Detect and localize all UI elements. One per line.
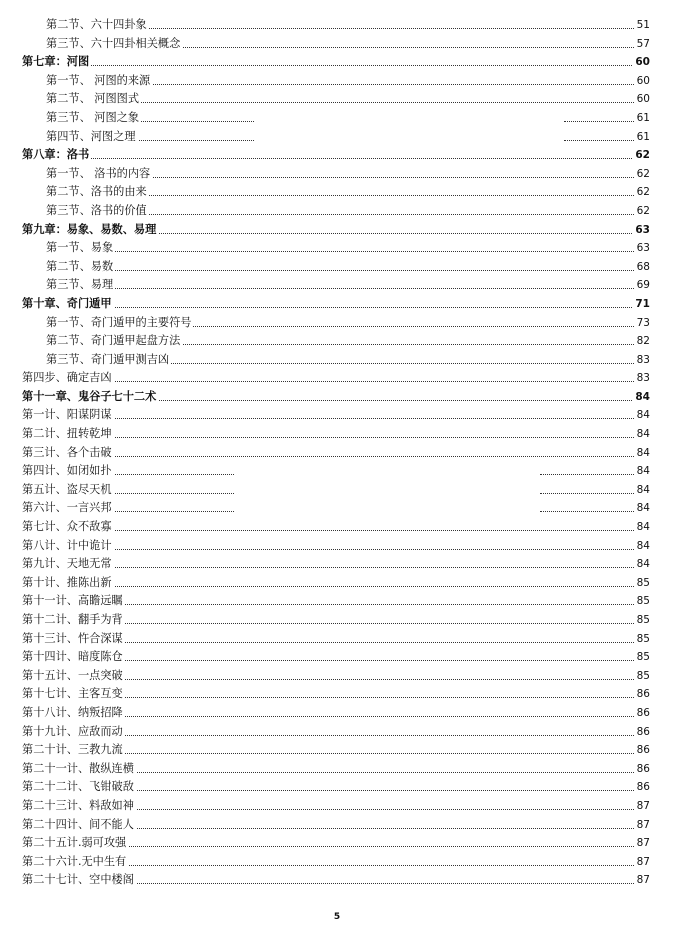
toc-entry-page: 63 xyxy=(633,221,650,240)
toc-entry-page: 84 xyxy=(635,537,650,556)
toc-entry[interactable] xyxy=(0,667,674,686)
toc-entry-title: 第十章、奇门遁甲 xyxy=(22,295,114,314)
toc-leader-dots xyxy=(22,567,636,568)
toc-entry[interactable] xyxy=(0,369,674,388)
toc-entry-title: 第二节、 河图图式 xyxy=(46,90,141,109)
toc-entry[interactable] xyxy=(0,128,674,147)
toc-entry-page: 84 xyxy=(635,462,650,481)
toc-entry[interactable] xyxy=(0,574,674,593)
toc-entry-title: 第三节、奇门遁甲测吉凶 xyxy=(46,351,171,370)
toc-leader-dots xyxy=(22,530,636,531)
toc-entry-page: 62 xyxy=(633,146,650,165)
toc-chapter-entry[interactable] xyxy=(0,221,674,240)
toc-entry[interactable] xyxy=(0,611,674,630)
toc-entry[interactable] xyxy=(0,499,674,518)
toc-leader-dots xyxy=(22,158,636,159)
toc-entry-title: 第八章：洛书 xyxy=(22,146,91,165)
toc-entry-page: 87 xyxy=(635,871,650,890)
toc-entry-title: 第二十五计.弱可攻强 xyxy=(22,834,128,853)
toc-entry-title: 第十四计、暗度陈仓 xyxy=(22,648,125,667)
toc-entry[interactable] xyxy=(0,704,674,723)
toc-entry-page: 85 xyxy=(635,630,650,649)
toc-entry[interactable] xyxy=(0,685,674,704)
toc-entry[interactable] xyxy=(0,444,674,463)
toc-entry-title: 第五计、盗尽天机 xyxy=(22,481,114,500)
toc-entry-title: 第十一计、高瞻远瞩 xyxy=(22,592,125,611)
toc-leader-dots xyxy=(22,586,636,587)
toc-entry-page: 85 xyxy=(635,667,650,686)
toc-leader-dots xyxy=(22,381,636,382)
toc-entry[interactable] xyxy=(0,797,674,816)
toc-entry[interactable] xyxy=(0,314,674,333)
toc-leader-dots xyxy=(540,474,636,475)
toc-entry[interactable] xyxy=(0,90,674,109)
toc-entry[interactable] xyxy=(0,741,674,760)
toc-entry-page: 84 xyxy=(635,406,650,425)
toc-entry-page: 86 xyxy=(635,778,650,797)
toc-entry-page: 57 xyxy=(635,35,650,54)
toc-entry[interactable] xyxy=(0,481,674,500)
toc-leader-dots xyxy=(540,493,636,494)
toc-entry-title: 第十计、推陈出新 xyxy=(22,574,114,593)
toc-entry-page: 86 xyxy=(635,685,650,704)
toc-entry-page: 62 xyxy=(635,183,650,202)
toc-entry-title: 第十二计、翻手为背 xyxy=(22,611,125,630)
toc-entry-page: 85 xyxy=(635,592,650,611)
toc-entry-page: 82 xyxy=(635,332,650,351)
toc-entry[interactable] xyxy=(0,351,674,370)
toc-entry-title: 第三计、各个击破 xyxy=(22,444,114,463)
toc-entry-page: 73 xyxy=(635,314,650,333)
toc-entry-title: 第二节、易数 xyxy=(46,258,115,277)
toc-entry[interactable] xyxy=(0,518,674,537)
toc-entry-title: 第四步、确定吉凶 xyxy=(22,369,114,388)
toc-leader-dots xyxy=(540,511,636,512)
toc-entry-title: 第二十计、三教九流 xyxy=(22,741,125,760)
toc-entry[interactable] xyxy=(0,778,674,797)
toc-entry-page: 85 xyxy=(635,611,650,630)
toc-entry-title: 第一节、 河图的来源 xyxy=(46,72,152,91)
toc-entry-title: 第六计、一言兴邦 xyxy=(22,499,114,518)
toc-leader-dots xyxy=(46,288,636,289)
toc-entry-page: 84 xyxy=(635,518,650,537)
toc-entry-title: 第二十七计、空中楼阁 xyxy=(22,871,136,890)
toc-entry-page: 51 xyxy=(635,16,650,35)
toc-entry-page: 68 xyxy=(635,258,650,277)
toc-entry-title: 第三节、 河图之象 xyxy=(46,109,141,128)
toc-entry[interactable] xyxy=(0,165,674,184)
toc-entry-page: 84 xyxy=(635,425,650,444)
toc-entry-page: 86 xyxy=(635,760,650,779)
toc-entry-page: 84 xyxy=(633,388,650,407)
toc-entry-page: 63 xyxy=(635,239,650,258)
toc-entry[interactable] xyxy=(0,871,674,890)
toc-entry[interactable] xyxy=(0,16,674,35)
toc-entry-title: 第二十三计、料敌如神 xyxy=(22,797,136,816)
toc-entry-page: 87 xyxy=(635,797,650,816)
toc-entry-title: 第九章：易象、易数、易理 xyxy=(22,221,158,240)
toc-entry-page: 84 xyxy=(635,444,650,463)
toc-leader-dots xyxy=(564,121,636,122)
toc-entry-title: 第十五计、一点突破 xyxy=(22,667,125,686)
toc-entry-title: 第七计、众不敌寡 xyxy=(22,518,114,537)
toc-entry[interactable] xyxy=(0,425,674,444)
toc-entry-title: 第二十一计、散纵连横 xyxy=(22,760,136,779)
toc-entry-page: 87 xyxy=(635,834,650,853)
toc-leader-dots xyxy=(22,65,636,66)
toc-entry-title: 第一计、阳谋阴谋 xyxy=(22,406,114,425)
toc-leader-dots xyxy=(22,549,636,550)
toc-entry-page: 85 xyxy=(635,648,650,667)
toc-chapter-entry[interactable] xyxy=(0,53,674,72)
toc-entry-title: 第二节、六十四卦象 xyxy=(46,16,149,35)
toc-entry-page: 62 xyxy=(635,202,650,221)
toc-leader-dots xyxy=(22,307,636,308)
toc-entry-title: 第二十六计.无中生有 xyxy=(22,853,128,872)
toc-entry-page: 60 xyxy=(635,72,650,91)
toc-entry-title: 第九计、天地无常 xyxy=(22,555,114,574)
toc-entry[interactable] xyxy=(0,239,674,258)
toc-entry[interactable] xyxy=(0,648,674,667)
toc-entry-title: 第一节、易象 xyxy=(46,239,115,258)
toc-entry-page: 84 xyxy=(635,555,650,574)
toc-entry-title: 第二十二计、飞钳破敌 xyxy=(22,778,136,797)
toc-leader-dots xyxy=(22,456,636,457)
toc-entry-title: 第十九计、应敌而动 xyxy=(22,723,125,742)
toc-entry-title: 第三节、六十四卦相关概念 xyxy=(46,35,182,54)
toc-entry-page: 86 xyxy=(635,741,650,760)
toc-entry[interactable] xyxy=(0,276,674,295)
toc-entry[interactable] xyxy=(0,183,674,202)
toc-entry[interactable] xyxy=(0,760,674,779)
toc-entry-page: 71 xyxy=(633,295,650,314)
toc-entry-page: 84 xyxy=(635,499,650,518)
toc-entry-page: 60 xyxy=(635,90,650,109)
toc-entry[interactable] xyxy=(0,853,674,872)
toc-entry[interactable] xyxy=(0,555,674,574)
toc-entry-title: 第三节、洛书的价值 xyxy=(46,202,149,221)
toc-leader-dots xyxy=(46,270,636,271)
toc-chapter-entry[interactable] xyxy=(0,295,674,314)
toc-entry-title: 第四计、如闭如扑 xyxy=(22,462,114,481)
toc-entry[interactable] xyxy=(0,462,674,481)
toc-entry[interactable] xyxy=(0,592,674,611)
toc-entry-title: 第二计、扭转乾坤 xyxy=(22,425,114,444)
toc-entry[interactable] xyxy=(0,816,674,835)
toc-entry-page: 87 xyxy=(635,853,650,872)
toc-entry-page: 85 xyxy=(635,574,650,593)
toc-entry[interactable] xyxy=(0,723,674,742)
toc-entry-title: 第二节、洛书的由来 xyxy=(46,183,149,202)
toc-entry[interactable] xyxy=(0,537,674,556)
toc-entry-title: 第七章：河图 xyxy=(22,53,91,72)
toc-entry-page: 83 xyxy=(635,369,650,388)
toc-entry-page: 60 xyxy=(633,53,650,72)
toc-entry-title: 第一节、 洛书的内容 xyxy=(46,165,152,184)
toc-entry-title: 第三节、易理 xyxy=(46,276,115,295)
toc-entry-title: 第一节、奇门遁甲的主要符号 xyxy=(46,314,193,333)
toc-chapter-entry[interactable] xyxy=(0,388,674,407)
toc-chapter-entry[interactable] xyxy=(0,146,674,165)
toc-entry-page: 61 xyxy=(635,109,650,128)
toc-entry-page: 86 xyxy=(635,704,650,723)
toc-entry-page: 61 xyxy=(635,128,650,147)
toc-entry[interactable] xyxy=(0,35,674,54)
toc-entry-page: 83 xyxy=(635,351,650,370)
toc-entry[interactable] xyxy=(0,109,674,128)
toc-entry-title: 第十七计、主客互变 xyxy=(22,685,125,704)
toc-entry[interactable] xyxy=(0,72,674,91)
toc-leader-dots xyxy=(46,251,636,252)
toc-entry-title: 第十三计、忤合深谋 xyxy=(22,630,125,649)
toc-entry[interactable] xyxy=(0,332,674,351)
toc-entry-title: 第二十四计、间不能人 xyxy=(22,816,136,835)
table-of-contents xyxy=(0,16,674,890)
toc-entry-title: 第十八计、纳叛招降 xyxy=(22,704,125,723)
toc-entry[interactable] xyxy=(0,406,674,425)
toc-entry-page: 86 xyxy=(635,723,650,742)
toc-leader-dots xyxy=(22,418,636,419)
toc-entry[interactable] xyxy=(0,630,674,649)
toc-entry-page: 69 xyxy=(635,276,650,295)
toc-entry-page: 62 xyxy=(635,165,650,184)
toc-leader-dots xyxy=(22,437,636,438)
toc-leader-dots xyxy=(564,140,636,141)
toc-entry-page: 87 xyxy=(635,816,650,835)
toc-entry-title: 第八计、计中诡计 xyxy=(22,537,114,556)
toc-entry-title: 第二节、奇门遁甲起盘方法 xyxy=(46,332,182,351)
toc-entry-title: 第四节、河图之理 xyxy=(46,128,138,147)
toc-entry-page: 84 xyxy=(635,481,650,500)
toc-entry-title: 第十一章、鬼谷子七十二术 xyxy=(22,388,158,407)
toc-entry[interactable] xyxy=(0,202,674,221)
page-number: 5 xyxy=(333,912,341,922)
toc-entry[interactable] xyxy=(0,834,674,853)
toc-entry[interactable] xyxy=(0,258,674,277)
